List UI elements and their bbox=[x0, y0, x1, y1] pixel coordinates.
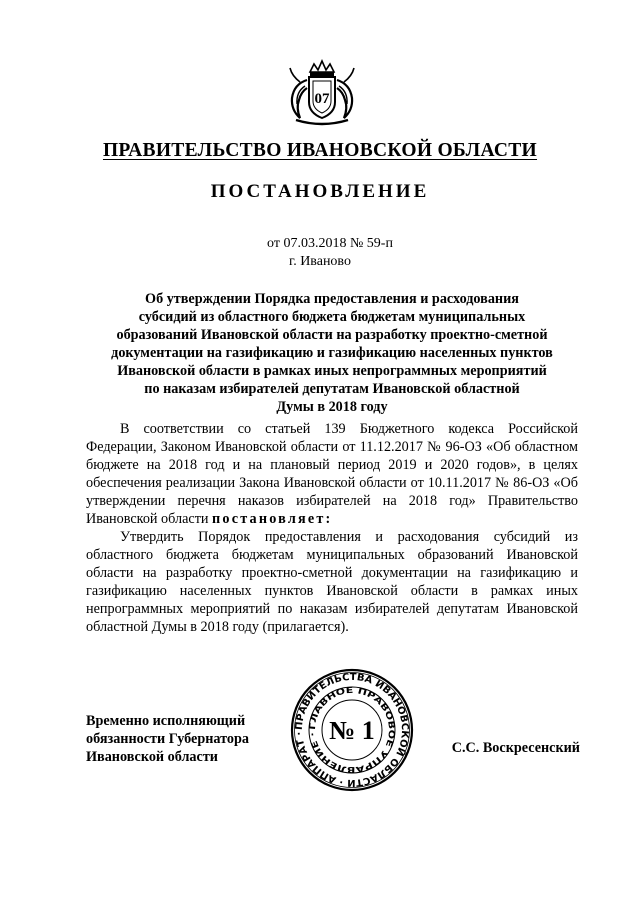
position-line: Ивановской области bbox=[86, 749, 218, 765]
subject-line: субсидий из областного бюджета бюджетам муниципальных bbox=[138, 309, 526, 325]
resolves-keyword: постановляет: bbox=[212, 511, 333, 527]
official-seal bbox=[290, 668, 414, 792]
subject-line: Ивановской области в рамках иных непрограммных мероприятий bbox=[117, 363, 547, 379]
svg-text:07: 07 bbox=[314, 91, 330, 107]
document-body bbox=[86, 420, 578, 636]
subject-line: Об утверждении Порядка предоставления и расходования bbox=[145, 291, 519, 307]
signatory-position bbox=[86, 712, 286, 766]
coat-of-arms-icon bbox=[286, 58, 358, 126]
city: г. Иваново bbox=[289, 254, 351, 269]
seal-inner-text: ГЛАВНОЕ ПРАВОВОЕ УПРАВЛЕНИЕ · bbox=[306, 684, 398, 776]
position-line: Временно исполняющий bbox=[86, 713, 246, 729]
document-subject bbox=[82, 290, 582, 416]
body-paragraph bbox=[86, 420, 578, 528]
signatory-name: С.С. Воскресенский bbox=[451, 740, 580, 756]
seal-outer-text: ПРАВИТЕЛЬСТВА ИВАНОВСКОЙ ОБЛАСТИ · АППАРАТ · bbox=[293, 671, 411, 789]
seal-number: № 1 bbox=[329, 716, 375, 745]
subject-line: по наказам избирателей депутатам Ивановской областной bbox=[144, 381, 520, 397]
body-paragraph: Утвердить Порядок предоставления и расходования субсидий из областного бюджета бюджетам муниципальных образований Ивановской области на разработку проектно-сметной документации на газификацию и газификацию населенных пунктов Ивановской области в рамках иных непрограммных мероприятий по наказам избирателей депутатам Ивановской областной Думы в 2018 году (прилагается). bbox=[86, 529, 578, 635]
subject-line: Думы в 2018 году bbox=[276, 399, 388, 415]
position-line: обязанности Губернатора bbox=[86, 731, 249, 747]
subject-line: образований Ивановской области на разработку проектно-сметной bbox=[116, 327, 548, 343]
government-title: ПРАВИТЕЛЬСТВО ИВАНОВСКОЙ ОБЛАСТИ bbox=[102, 140, 538, 161]
paragraph-text: В соответствии со статьей 139 Бюджетного кодекса Российской Федерации, Законом Ивановской области от 11.12.2017 № 96-ОЗ «Об областном бюджете на 2018 год и на плановый период 2019 и 2020 годов», в целях обеспечения реализации Закона Ивановской области от 10.11.2017 № 86-ОЗ «Об утверждении перечня наказов избирателей на 2018 год» Правительство Ивановской области bbox=[86, 421, 578, 527]
subject-line: документации на газификацию и газификацию населенных пунктов bbox=[111, 345, 553, 361]
document-type: ПОСТАНОВЛЕНИЕ bbox=[210, 181, 430, 202]
date-number: от 07.03.2018 № 59-п bbox=[267, 236, 393, 251]
